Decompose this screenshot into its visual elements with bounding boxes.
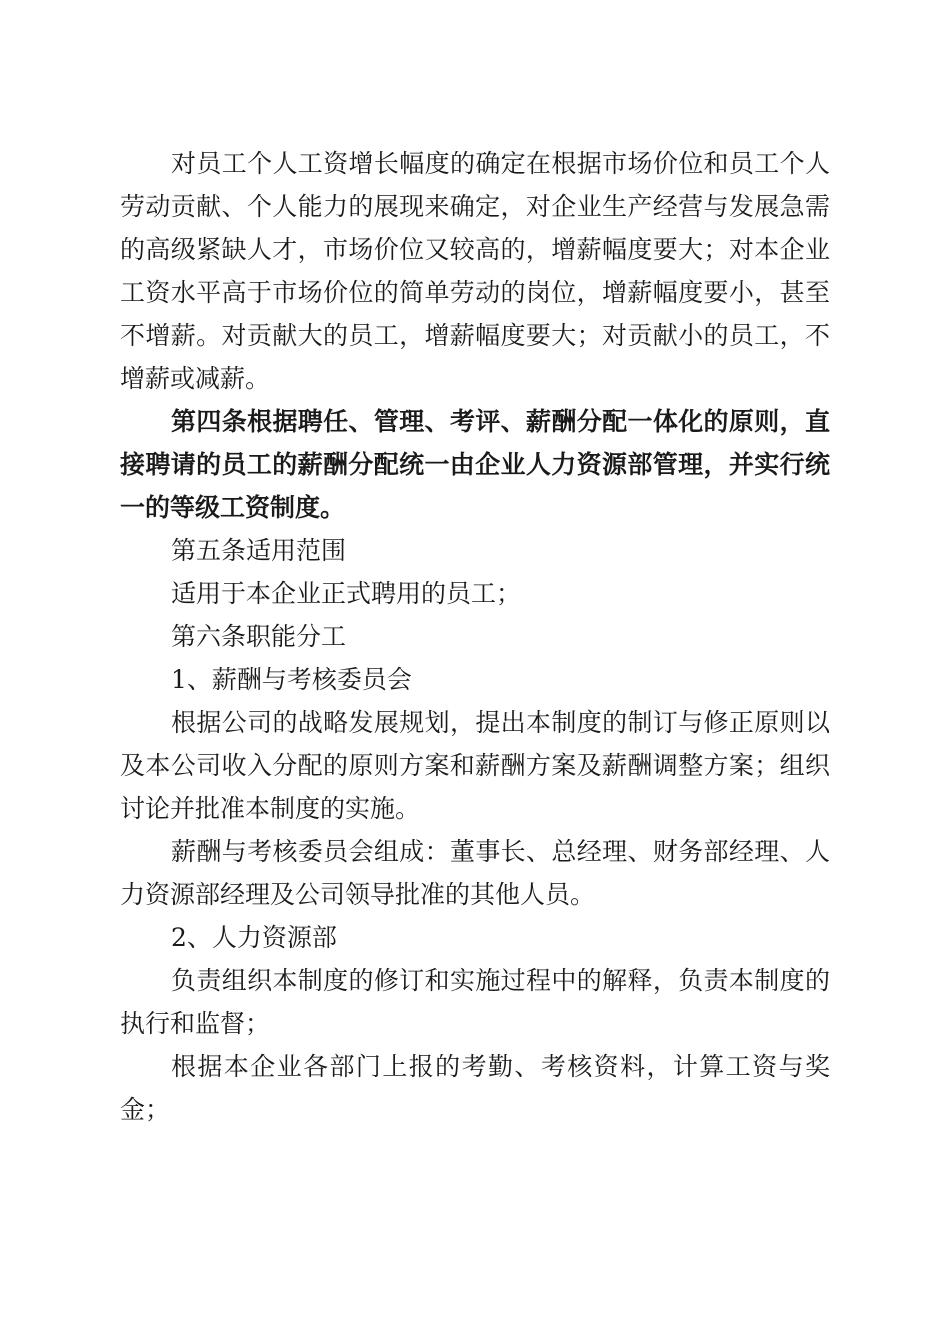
paragraph-scope: 适用于本企业正式聘用的员工； bbox=[171, 579, 522, 608]
paragraph-article-4: 第四条根据聘任、管理、考评、薪酬分配一体化的原则，直接聘请的员工的薪酬分配统一由企业人力资源部管理，并实行统一的等级工资制度。 bbox=[120, 407, 830, 522]
paragraph-hr-duty-2: 根据本企业各部门上报的考勤、考核资料，计算工资与奖金； bbox=[120, 1052, 830, 1124]
heading-committee: 1、薪酬与考核委员会 bbox=[171, 665, 412, 694]
heading-article-6: 第六条职能分工 bbox=[171, 622, 347, 651]
paragraph-committee-members: 薪酬与考核委员会组成：董事长、总经理、财务部经理、人力资源部经理及公司领导批准的其他人员。 bbox=[120, 837, 830, 909]
document-page bbox=[120, 142, 830, 1131]
heading-hr-department: 2、人力资源部 bbox=[171, 923, 337, 952]
paragraph-hr-duty-1: 负责组织本制度的修订和实施过程中的解释，负责本制度的执行和监督； bbox=[120, 966, 830, 1038]
heading-article-5: 第五条适用范围 bbox=[171, 536, 347, 565]
paragraph-committee-duties: 根据公司的战略发展规划，提出本制度的制订与修正原则以及本公司收入分配的原则方案和薪酬方案及薪酬调整方案；组织讨论并批准本制度的实施。 bbox=[120, 708, 830, 823]
paragraph-salary-increase: 对员工个人工资增长幅度的确定在根据市场价位和员工个人劳动贡献、个人能力的展现来确定，对企业生产经营与发展急需的高级紧缺人才，市场价位又较高的，增薪幅度要大；对本企业工资水平高于市场价位的简单劳动的岗位，增薪幅度要小，甚至不增薪。对贡献大的员工，增薪幅度要大；对贡献小的员工，不增薪或减薪。 bbox=[120, 149, 830, 393]
